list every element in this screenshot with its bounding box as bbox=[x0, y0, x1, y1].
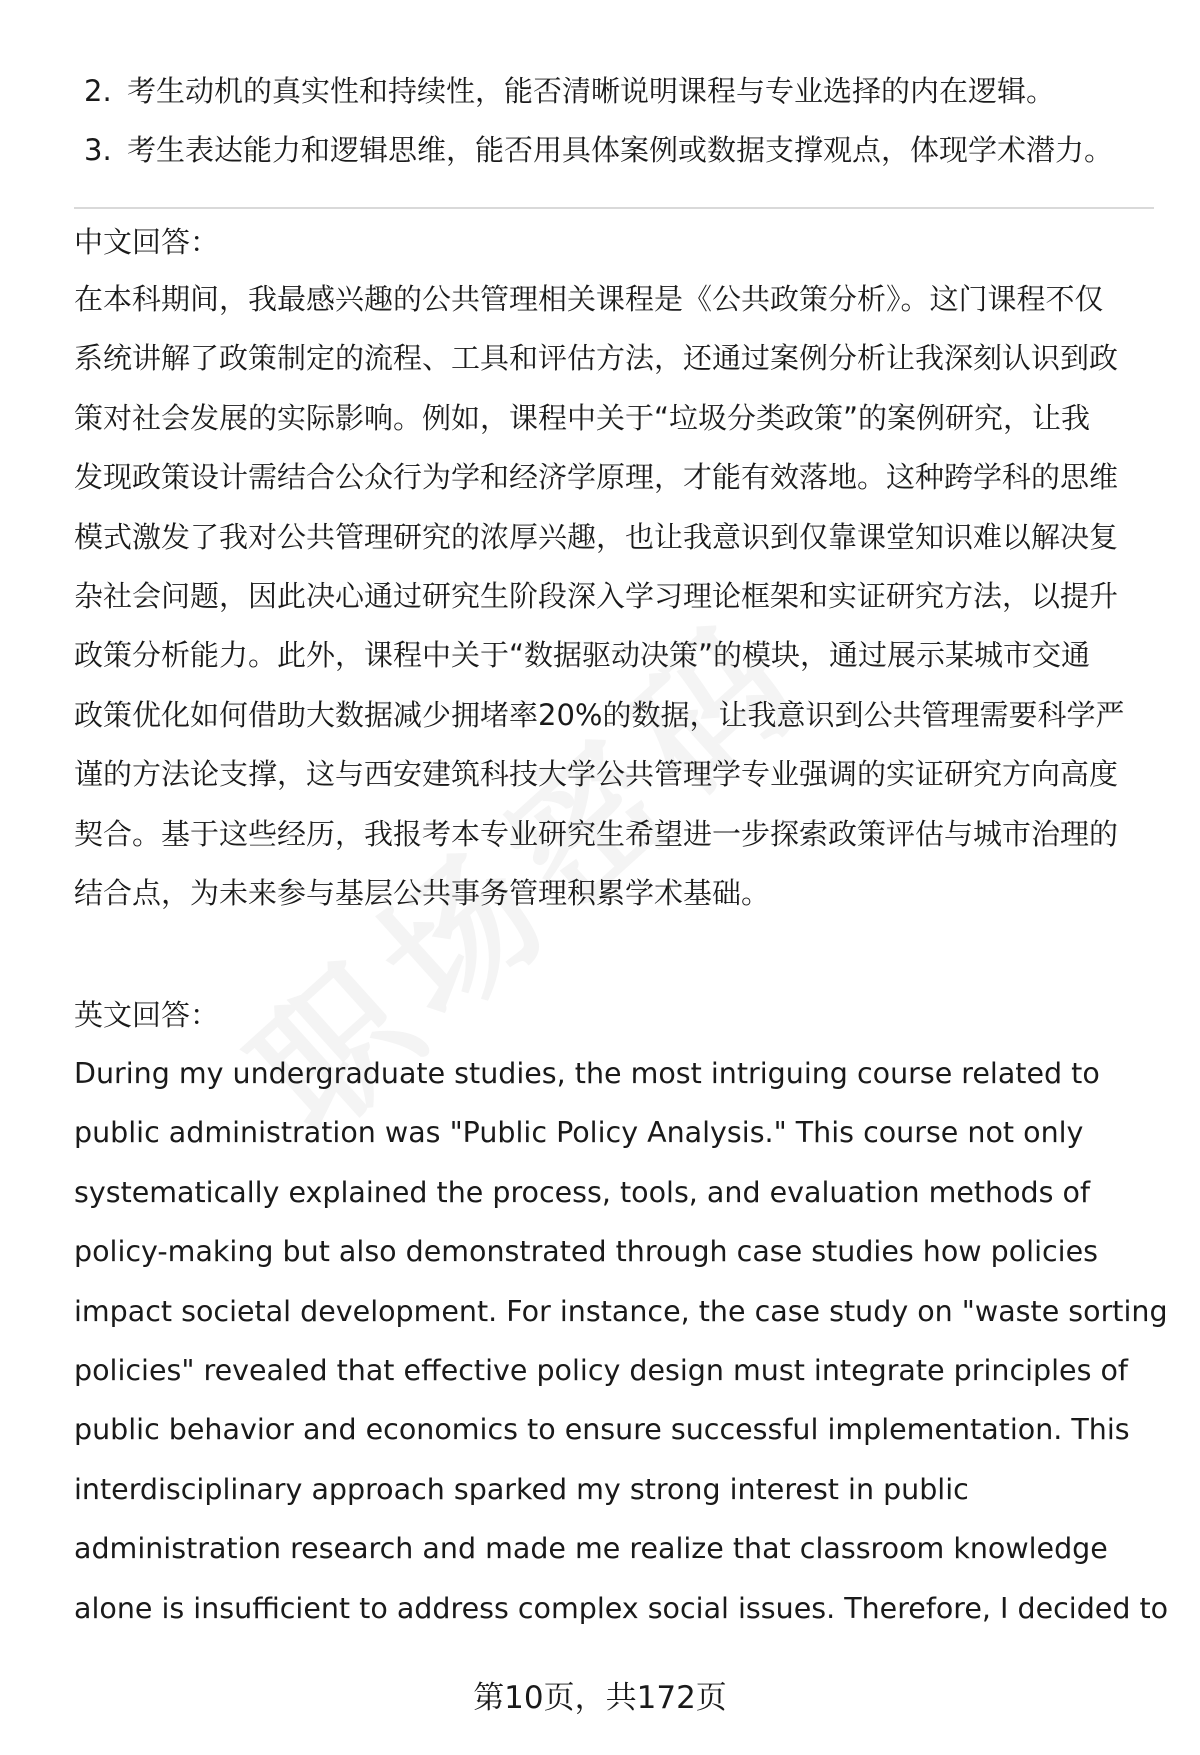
chinese-answer-paragraph bbox=[74, 270, 1164, 923]
paragraph-line: public behavior and economics to ensure successful implementation. This bbox=[74, 1413, 1130, 1447]
paragraph-line: alone is insufficient to address complex social issues. Therefore, I decided to bbox=[74, 1591, 1169, 1625]
paragraph-line: 结合点，为未来参与基层公共事务管理积累学术基础。 bbox=[74, 875, 771, 910]
paragraph-line: 杂社会问题，因此决心通过研究生阶段深入学习理论框架和实证研究方法，以提升 bbox=[74, 578, 1119, 613]
paragraph-line: 政策分析能力。此外，课程中关于“数据驱动决策”的模块，通过展示某城市交通 bbox=[74, 638, 1091, 673]
paragraph-line: 契合。基于这些经历，我报考本专业研究生希望进一步探索政策评估与城市治理的 bbox=[74, 816, 1119, 851]
paragraph-line: interdisciplinary approach sparked my strong interest in public bbox=[74, 1472, 969, 1506]
chinese-answer-label: 中文回答： bbox=[74, 225, 220, 259]
criteria-item bbox=[84, 62, 1164, 121]
english-answer-label: 英文回答： bbox=[74, 998, 220, 1032]
page-number-footer: 第10页，共172页 bbox=[473, 1680, 727, 1716]
criteria-text: 考生动机的真实性和持续性，能否清晰说明课程与专业选择的内在逻辑。 bbox=[127, 74, 1056, 108]
paragraph-line: 在本科期间，我最感兴趣的公共管理相关课程是《公共政策分析》。这门课程不仅 bbox=[74, 282, 1104, 316]
paragraph-line: 政策优化如何借助大数据减少拥堵率20%的数据，让我意识到公共管理需要科学严 bbox=[74, 697, 1125, 732]
paragraph-line: systematically explained the process, tools, and evaluation methods of bbox=[74, 1175, 1091, 1209]
criteria-item bbox=[84, 121, 1164, 180]
paragraph-line: public administration was "Public Policy Analysis." This course not only bbox=[74, 1116, 1084, 1150]
english-answer-paragraph bbox=[74, 1044, 1174, 1638]
criteria-number: 3. bbox=[84, 133, 112, 167]
paragraph-line: administration research and made me realize that classroom knowledge bbox=[74, 1532, 1108, 1566]
paragraph-line: impact societal development. For instance, the case study on "waste sorting bbox=[74, 1294, 1168, 1328]
paragraph-line: 发现政策设计需结合公众行为学和经济学原理，才能有效落地。这种跨学科的思维 bbox=[74, 460, 1119, 495]
paragraph-line: policy-making but also demonstrated through case studies how policies bbox=[74, 1235, 1098, 1269]
evaluation-criteria-list bbox=[84, 62, 1164, 180]
section-divider bbox=[74, 207, 1154, 209]
criteria-number: 2. bbox=[84, 74, 112, 108]
paragraph-line: 模式激发了我对公共管理研究的浓厚兴趣，也让我意识到仅靠课堂知识难以解决复 bbox=[74, 519, 1119, 554]
paragraph-line: 谨的方法论支撑，这与西安建筑科技大学公共管理学专业强调的实证研究方向高度 bbox=[74, 757, 1119, 792]
paragraph-line: During my undergraduate studies, the most intriguing course related to bbox=[74, 1057, 1100, 1090]
paragraph-line: policies" revealed that effective policy design must integrate principles of bbox=[74, 1353, 1128, 1387]
criteria-text: 考生表达能力和逻辑思维，能否用具体案例或数据支撑观点，体现学术潜力。 bbox=[127, 133, 1114, 167]
paragraph-line: 策对社会发展的实际影响。例如，课程中关于“垃圾分类政策”的案例研究，让我 bbox=[74, 400, 1091, 435]
paragraph-line: 系统讲解了政策制定的流程、工具和评估方法，还通过案例分析让我深刻认识到政 bbox=[74, 341, 1119, 376]
